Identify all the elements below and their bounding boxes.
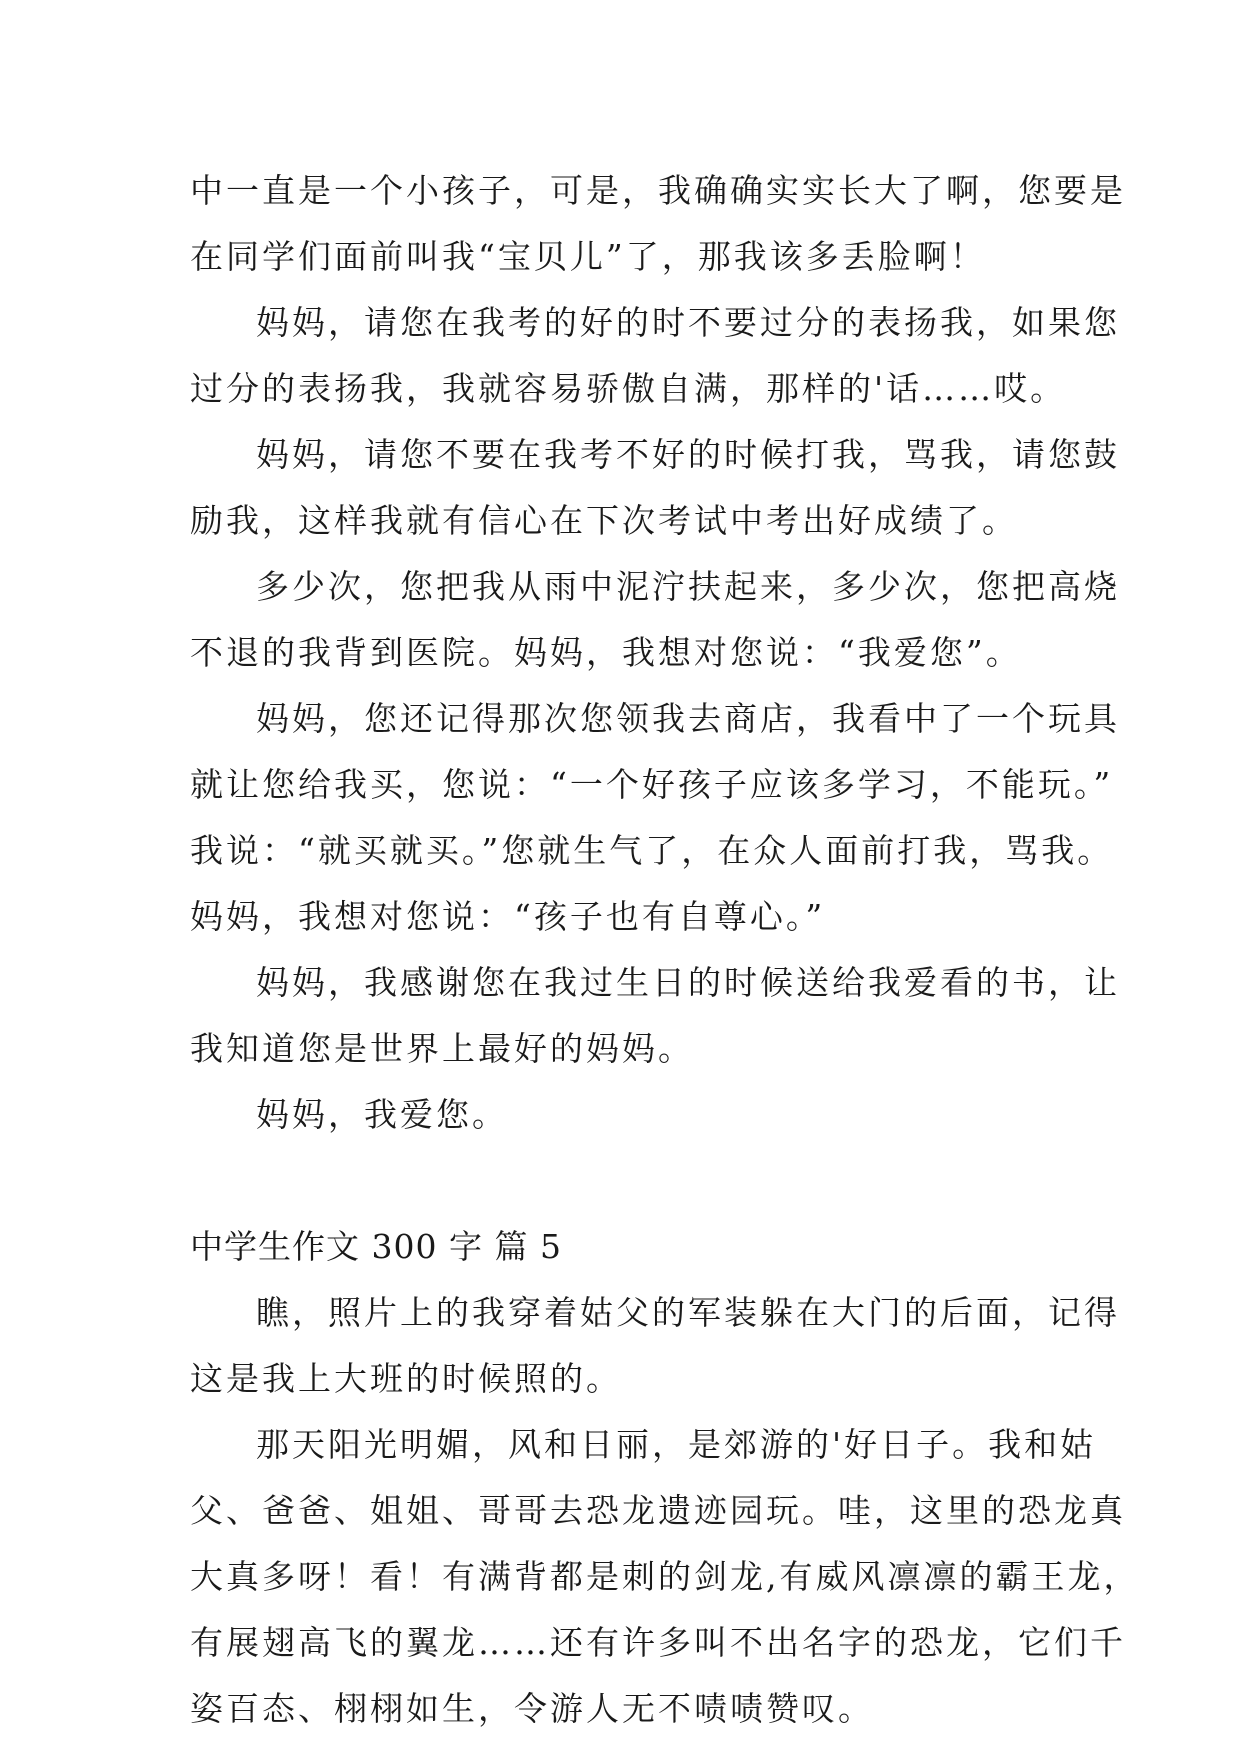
paragraph-start-line: 瞧，照片上的我穿着姑父的军装躲在大门的后面，记得 — [256, 1293, 1120, 1332]
text-line: 有展翅高飞的翼龙……还有许多叫不出名字的恐龙，它们千 — [190, 1623, 1126, 1662]
paragraph-start-line: 妈妈，您还记得那次您领我去商店，我看中了一个玩具 — [256, 699, 1120, 738]
section-heading: 中学生作文 300 字 篇 5 — [190, 1227, 562, 1266]
paragraph-start-line: 多少次，您把我从雨中泥泞扶起来，多少次，您把高烧 — [256, 567, 1120, 606]
text-line: 我说：“就买就买。”您就生气了，在众人面前打我，骂我。 — [190, 831, 1114, 870]
paragraph-start-line: 妈妈，请您不要在我考不好的时候打我，骂我，请您鼓 — [256, 435, 1120, 474]
text-line: 不退的我背到医院。妈妈，我想对您说：“我爱您”。 — [190, 633, 1022, 672]
section-gap — [190, 1148, 1060, 1214]
text-line: 在同学们面前叫我“宝贝儿”了，那我该多丢脸啊！ — [190, 237, 986, 276]
text-line: 父、爸爸、姐姐、哥哥去恐龙遗迹园玩。哇，这里的恐龙真 — [190, 1491, 1126, 1530]
text-line: 就让您给我买，您说：“一个好孩子应该多学习，不能玩。” — [190, 765, 1114, 804]
paragraph-start-line: 那天阳光明媚，风和日丽，是郊游的'好日子。我和姑 — [256, 1425, 1097, 1464]
text-line: 励我，这样我就有信心在下次考试中考出好成绩了。 — [190, 501, 1018, 540]
paragraph-start-line: 妈妈，请您在我考的好的时不要过分的表扬我，如果您 — [256, 303, 1120, 342]
text-line: 我知道您是世界上最好的妈妈。 — [190, 1029, 694, 1068]
text-line: 大真多呀！看！有满背都是刺的剑龙,有威风凛凛的霸王龙， — [190, 1557, 1140, 1596]
paragraph-start-line: 妈妈，我爱您。 — [256, 1095, 508, 1134]
text-line: 这是我上大班的时候照的。 — [190, 1359, 622, 1398]
text-line: 过分的表扬我，我就容易骄傲自满，那样的'话……哎。 — [190, 369, 1067, 408]
text-line: 妈妈，我想对您说：“孩子也有自尊心。” — [190, 897, 826, 936]
text-line: 姿百态、栩栩如生，令游人无不啧啧赞叹。 — [190, 1689, 874, 1728]
paragraph-start-line: 妈妈，我感谢您在我过生日的时候送给我爱看的书，让 — [256, 963, 1120, 1002]
text-line: 中一直是一个小孩子，可是，我确确实实长大了啊，您要是 — [190, 171, 1126, 210]
document-body — [190, 158, 1140, 1742]
